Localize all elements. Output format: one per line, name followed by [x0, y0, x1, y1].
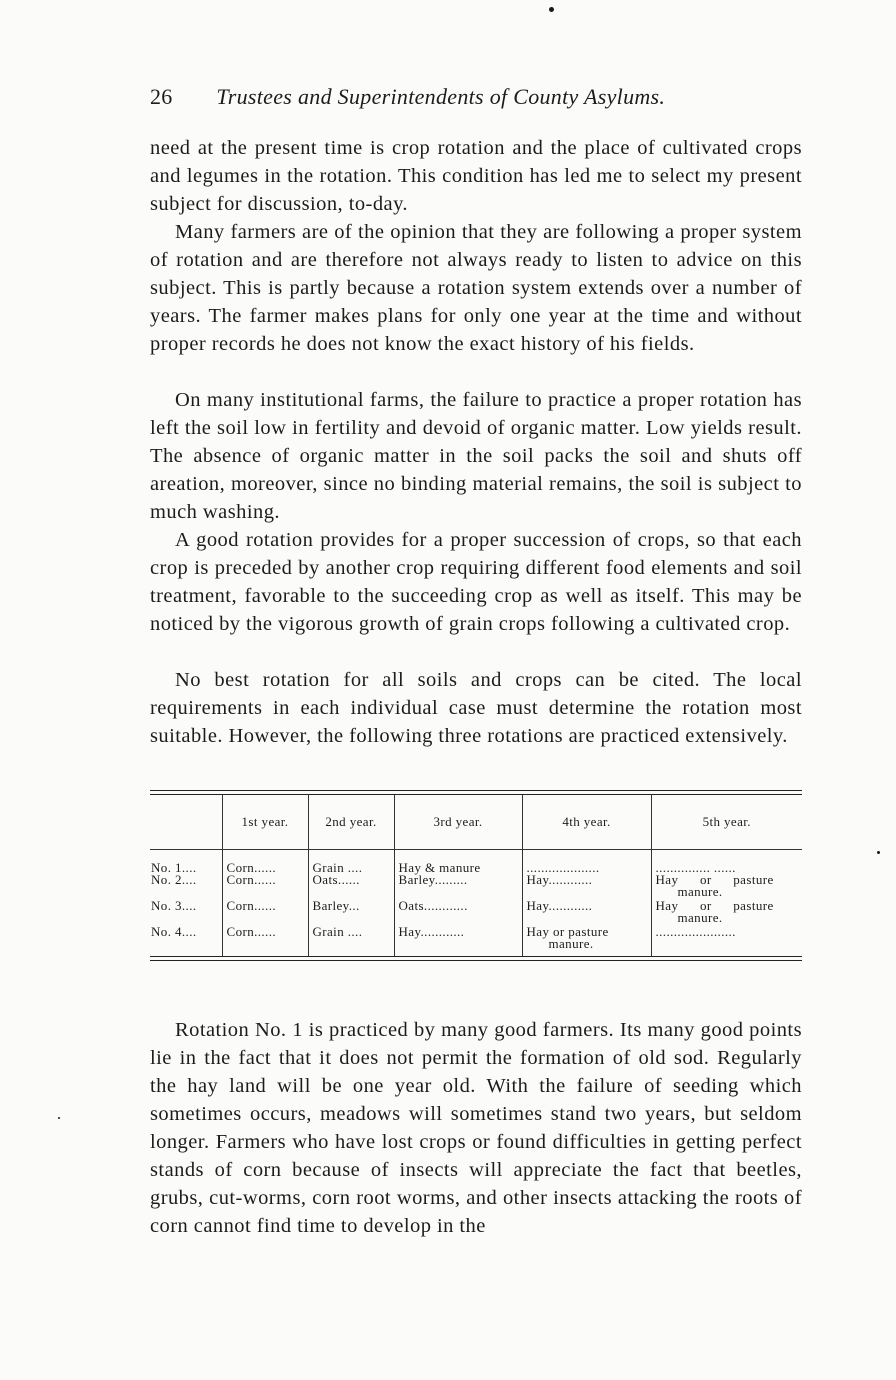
ink-speck — [877, 851, 880, 854]
table-cell: Corn...... — [222, 874, 308, 900]
table-cell: Corn...... — [222, 926, 308, 956]
column-header: 4th year. — [522, 795, 651, 850]
table-cell: Corn...... — [222, 862, 308, 874]
table-cell: ...................... — [651, 926, 802, 956]
table-cell: Grain .... — [308, 926, 394, 956]
table-cell: Oats............ — [394, 900, 522, 926]
paragraph: Many farmers are of the opinion that they are following a proper system of rotation and are therefore not always ready to listen to advice on this subject. This is partly because a rotation system extends over a number of years. The farmer makes plans for only one year at the time and without proper records he does not know the exact history of his fields. — [150, 221, 802, 355]
column-header: 3rd year. — [394, 795, 522, 850]
rotation-table — [150, 790, 802, 961]
cell-line: Hay or pasture — [655, 898, 774, 913]
table-cell: Hay & manure — [394, 862, 522, 874]
table-bottom-rule — [150, 956, 802, 961]
table-cell: Hay............ — [522, 900, 651, 926]
table-cell — [522, 926, 651, 956]
table-cell: Hay............ — [394, 926, 522, 956]
table-cell: ............... ...... — [651, 862, 802, 874]
row-label: No. 3.... — [151, 898, 197, 913]
table-cell — [651, 900, 802, 926]
cell-line: manure. — [677, 884, 723, 899]
cell-line: manure. — [548, 936, 594, 951]
table-cell: Grain .... — [308, 862, 394, 874]
table-cell: Corn...... — [222, 900, 308, 926]
ink-speck — [549, 7, 554, 12]
table-cell — [651, 874, 802, 900]
table-cell: Barley......... — [394, 874, 522, 900]
running-header — [150, 82, 802, 112]
paragraph: On many institutional farms, the failure to practice a proper rotation has left the soil low in fertility and devoid of organic matter. Low yields result. The absence of organic matter in the soil packs the soil and shuts off areation, moreover, since no binding material remains, the soil is subject to much washing. — [150, 389, 802, 523]
cell-line: Hay or pasture — [655, 872, 774, 887]
rotation-grid — [150, 795, 802, 956]
table-row — [150, 900, 802, 926]
table-cell: Oats...... — [308, 874, 394, 900]
column-header: 5th year. — [651, 795, 802, 850]
paragraph: need at the present time is crop rotation and the place of cultivated crops and legumes in the rotation. This condition has led me to select my present subject for discussion, to-day. — [150, 137, 802, 215]
column-header: 1st year. — [222, 795, 308, 850]
row-label: No. 1.... — [151, 860, 197, 875]
column-header: 2nd year. — [308, 795, 394, 850]
column-header — [150, 795, 222, 850]
cell-line: Hay or pasture — [526, 924, 609, 939]
table-cell: .................... — [522, 862, 651, 874]
paragraph: No best rotation for all soils and crops can be cited. The local requirements in each individual case must determine the rotation most suitable. However, the following three rotations are practiced extensively. — [150, 669, 802, 747]
row-label: No. 2.... — [151, 872, 197, 887]
row-label: No. 4.... — [151, 924, 197, 939]
running-title: Trustees and Superintendents of County Asylums. — [216, 84, 666, 109]
cell-line: manure. — [677, 910, 723, 925]
table-row — [150, 926, 802, 956]
paragraph: Rotation No. 1 is practiced by many good farmers. Its many good points lie in the fact that it does not permit the formation of old sod. Regularly the hay land will be one year old. With the failure of seeding which sometimes occurs, meadows will sometimes stand two years, but seldom longer. Farmers who have lost crops or found difficulties in getting perfect stands of corn because of insects will appreciate the fact that beetles, grubs, cut-worms, corn root worms, and other insects attacking the roots of corn cannot find time to develop in the — [150, 1019, 802, 1237]
table-cell: Barley... — [308, 900, 394, 926]
ink-speck — [58, 1117, 60, 1119]
paragraph: A good rotation provides for a proper succession of crops, so that each crop is preceded by another crop requiring different food elements and soil treatment, favorable to the succeeding crop as well as itself. This may be noticed by the vigorous growth of grain crops following a cultivated crop. — [150, 529, 802, 635]
page-number: 26 — [150, 84, 173, 109]
table-cell: Hay............ — [522, 874, 651, 900]
table-row — [150, 874, 802, 900]
table-header-row — [150, 795, 802, 850]
